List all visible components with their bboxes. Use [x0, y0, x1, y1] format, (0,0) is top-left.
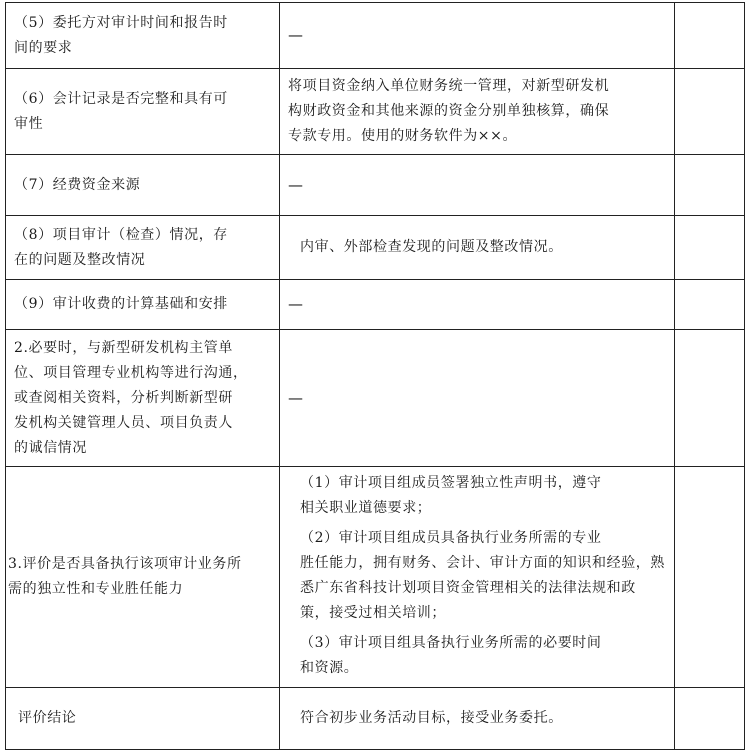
item-line: （5）委托方对审计时间和报告时	[14, 14, 228, 31]
description-cell	[280, 3, 675, 69]
criterion-paragraph	[288, 526, 668, 626]
empty-cell	[675, 280, 745, 330]
table-row	[6, 216, 745, 280]
description-line: 将项目资金纳入单位财务统一管理，对新型研发机	[288, 78, 610, 94]
table-row	[6, 330, 745, 467]
item-line: 的诚信情况	[14, 439, 87, 456]
conclusion-label: 评价结论	[18, 710, 77, 726]
description-line: 悉广东省科技计划项目资金管理相关的法律法规和政	[300, 580, 636, 596]
description-line: （3）审计项目组具备执行业务所需的必要时间	[300, 635, 602, 651]
empty-cell	[675, 3, 745, 69]
dash-placeholder: —	[288, 388, 303, 407]
empty-cell	[675, 155, 745, 216]
item-cell	[6, 280, 280, 330]
item-line: 间的要求	[14, 39, 73, 56]
description-line: 构财政资金和其他来源的资金分别单独核算，确保	[288, 103, 610, 119]
table-row	[6, 3, 745, 69]
item-cell	[6, 688, 280, 750]
dash-placeholder: —	[288, 26, 303, 44]
empty-cell	[675, 69, 745, 155]
item-line: 需的独立性和专业胜任能力	[8, 581, 184, 597]
empty-cell	[675, 688, 745, 750]
description-cell	[280, 155, 675, 216]
description-cell	[280, 216, 675, 280]
description-line: 策，接受过相关培训；	[300, 605, 446, 621]
conclusion-text: 符合初步业务活动目标，接受业务委托。	[300, 710, 563, 726]
dash-placeholder: —	[288, 295, 303, 313]
audit-evaluation-table	[5, 2, 745, 750]
criterion-paragraph	[288, 631, 668, 681]
description-line: 专款专用。使用的财务软件为××。	[288, 128, 518, 144]
description-cell	[280, 69, 675, 155]
item-line: 在的问题及整改情况	[14, 251, 146, 268]
description-line: 内审、外部检查发现的问题及整改情况。	[300, 239, 563, 255]
item-cell	[6, 330, 280, 467]
item-line: 或查阅相关资料，分析判断新型研	[14, 389, 233, 406]
description-line: （1）审计项目组成员签署独立性声明书，遵守	[300, 475, 602, 491]
table-row	[6, 688, 745, 750]
item-line: （7）经费资金来源	[14, 176, 141, 193]
table-row	[6, 467, 745, 688]
empty-cell	[675, 330, 745, 467]
item-cell	[6, 3, 280, 69]
item-line: （8）项目审计（检查）情况，存	[14, 226, 228, 243]
description-line: 胜任能力，拥有财务、会计、审计方面的知识和经验，熟	[300, 555, 665, 571]
item-line: 位、项目管理专业机构等进行沟通，	[14, 364, 248, 381]
item-line: 3.评价是否具备执行该项审计业务所	[8, 556, 242, 572]
description-cell	[280, 688, 675, 750]
item-cell	[6, 467, 280, 688]
empty-cell	[675, 216, 745, 280]
table-row	[6, 69, 745, 155]
description-line: （2）审计项目组成员具备执行业务所需的专业	[300, 530, 602, 546]
description-cell	[280, 330, 675, 467]
description-line: 相关职业道德要求；	[300, 500, 432, 516]
description-line: 和资源。	[300, 660, 359, 676]
table-row	[6, 280, 745, 330]
description-cell	[280, 467, 675, 688]
item-cell	[6, 69, 280, 155]
item-line: 发机构关键管理人员、项目负责人	[14, 414, 233, 431]
item-line: （6）会计记录是否完整和具有可	[14, 90, 228, 107]
dash-placeholder: —	[288, 175, 303, 194]
item-line: （9）审计收费的计算基础和安排	[14, 296, 228, 312]
item-cell	[6, 216, 280, 280]
criterion-paragraph	[288, 471, 668, 521]
item-cell	[6, 155, 280, 216]
empty-cell	[675, 467, 745, 688]
item-line: 2.必要时，与新型研发机构主管单	[14, 339, 233, 356]
table-row	[6, 155, 745, 216]
description-cell	[280, 280, 675, 330]
item-line: 审性	[14, 115, 44, 132]
